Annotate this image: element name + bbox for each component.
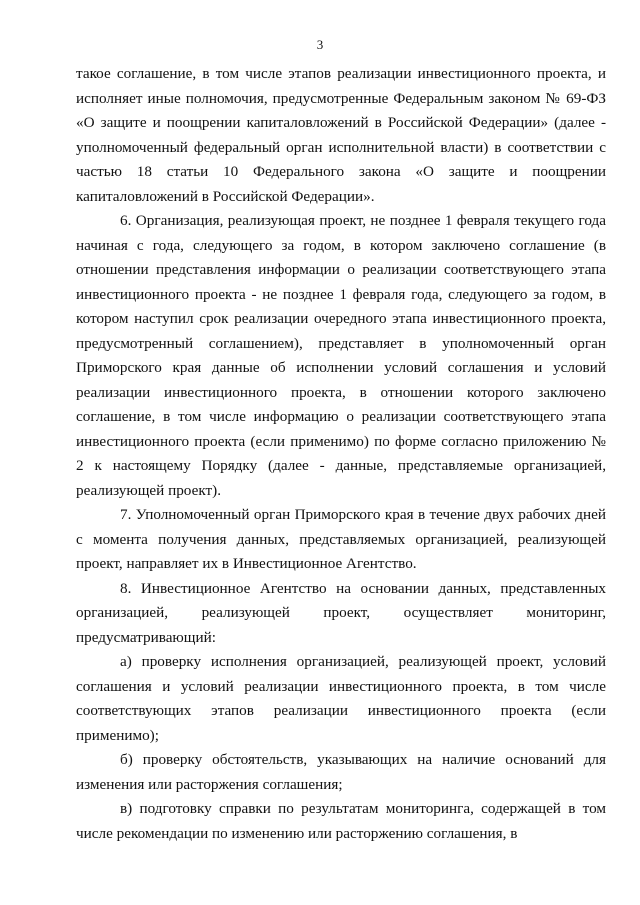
document-body <box>76 62 606 846</box>
paragraph-subitem-b: б) проверку обстоятельств, указывающих на наличие оснований для изменения или расторжения соглашения; <box>76 751 606 793</box>
page-number: 3 <box>316 37 324 52</box>
paragraph-continuation: такое соглашение, в том числе этапов реализации инвестиционного проекта, и исполняет иные полномочия, предусмотренные Федеральным законом № 69-ФЗ «О защите и поощрении капиталовложений в Российской Федерации» (далее - уполномоченный федеральный орган исполнительной власти) в соответствии с частью 18 статьи 10 Федерального закона «О защите и поощрении капиталовложений в Российской Федерации». <box>76 65 606 205</box>
paragraph-item-6: 6. Организация, реализующая проект, не позднее 1 февраля текущего года начиная с года, следующего за годом, в котором заключено соглашение (в отношении представления информации о реализации соответствующего этапа инвестиционного проекта - не позднее 1 февраля года, следующего за годом, в котором наступил срок реализации очередного этапа инвестиционного проекта, предусмотренный соглашением), представляет в уполномоченный орган Приморского края данные об исполнении условий соглашения и условий реализации инвестиционного проекта, в отношении которого заключено соглашение, в том числе информацию о реализации соответствующего этапа инвестиционного проекта (если применимо) по форме согласно приложению № 2 к настоящему Порядку (далее - данные, представляемые организацией, реализующей проект). <box>76 212 606 499</box>
paragraph-subitem-v: в) подготовку справки по результатам мониторинга, содержащей в том числе рекомендации по изменению или расторжению соглашения, в <box>76 800 606 842</box>
paragraph-item-8: 8. Инвестиционное Агентство на основании данных, представленных организацией, реализующей проект, осуществляет мониторинг, предусматривающий: <box>76 579 606 646</box>
paragraph-subitem-a: а) проверку исполнения организацией, реализующей проект, условий соглашения и условий реализации инвестиционного проекта, в том числе соответствующих этапов реализации инвестиционного проекта (если применимо); <box>76 653 606 744</box>
paragraph-item-7: 7. Уполномоченный орган Приморского края в течение двух рабочих дней с момента получения данных, представляемых организацией, реализующей проект, направляет их в Инвестиционное Агентство. <box>76 506 606 572</box>
